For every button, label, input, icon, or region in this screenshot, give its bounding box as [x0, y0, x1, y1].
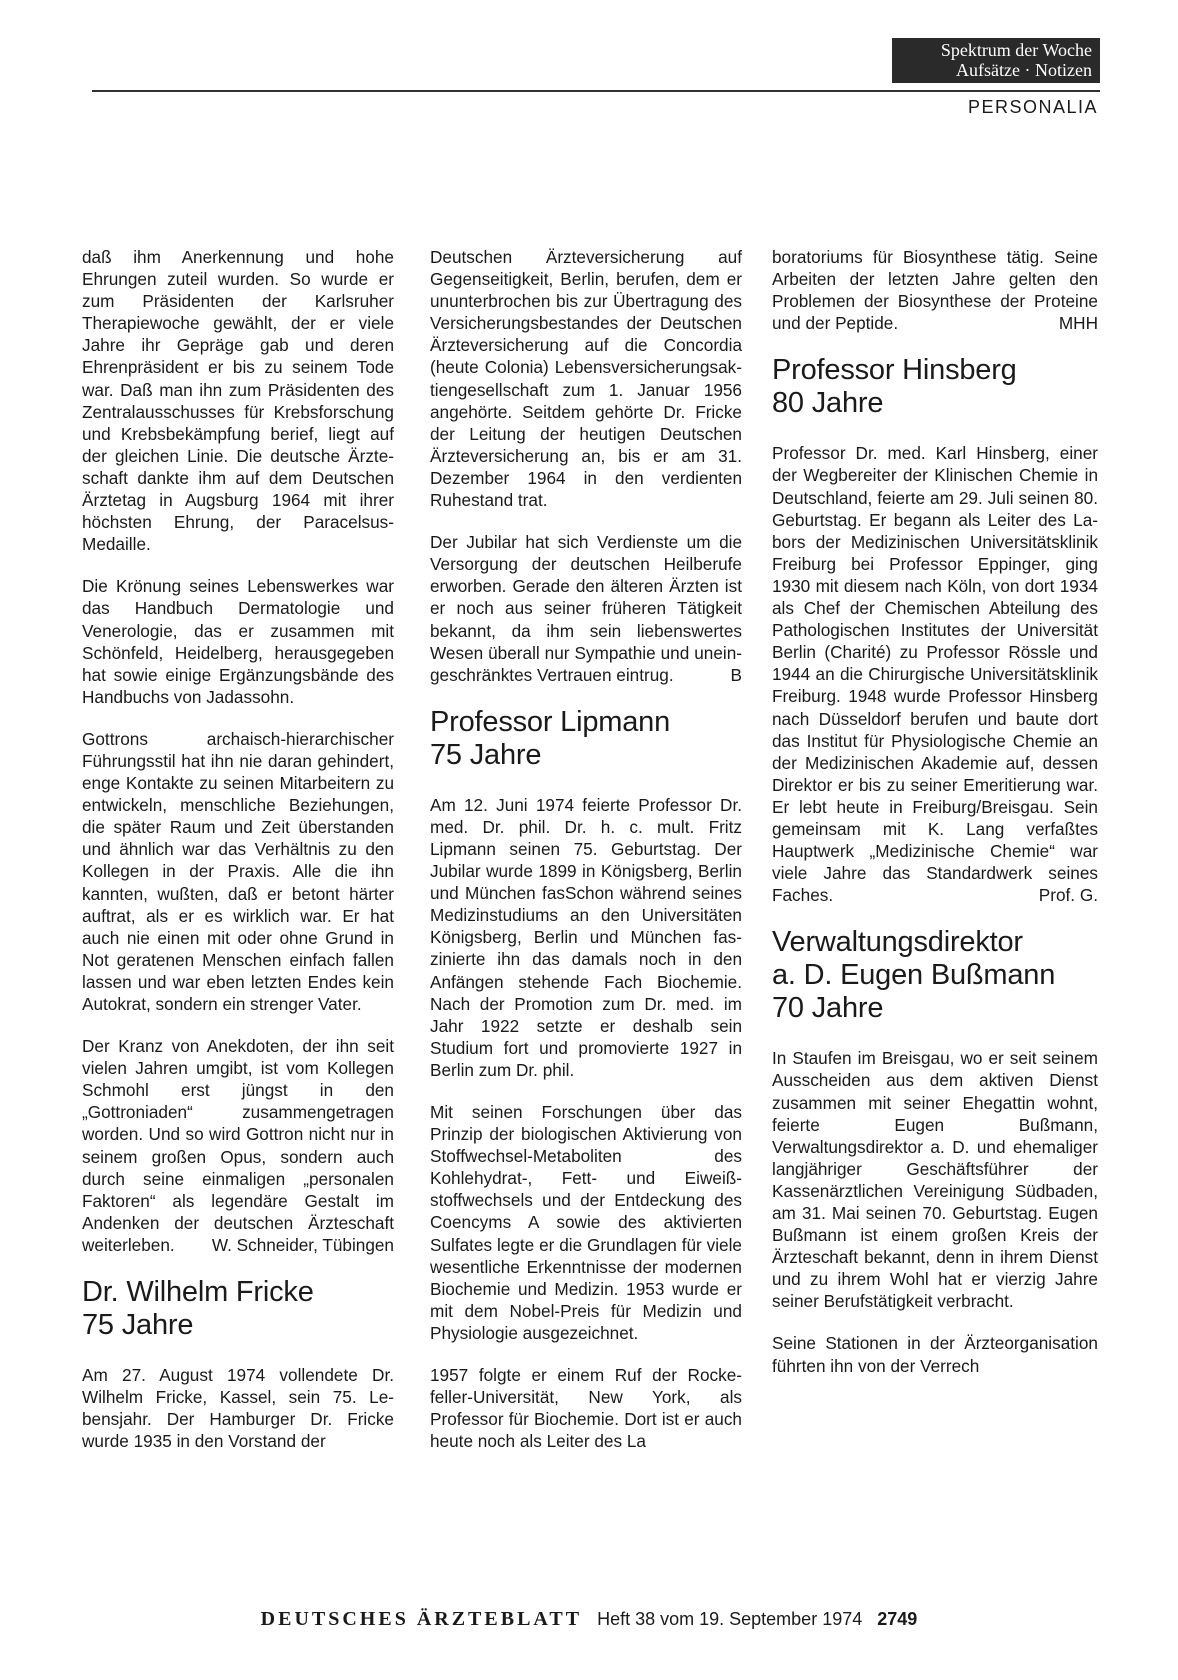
section-title: PERSONALIA	[967, 97, 1098, 117]
header-rule	[92, 90, 1100, 92]
section-badge	[892, 38, 1100, 83]
column-3	[772, 246, 1098, 1397]
paragraph: Am 27. August 1974 vollendete Dr. Wilhelm Fricke, Kassel, sein 75. Lebensjahr. Der Hamburger Dr. Fricke wurde 1935 in den Vorstand der	[82, 1365, 394, 1452]
paragraph: daß ihm Anerkennung und hohe Ehrungen zuteil wurden. So wurde er zum Präsidenten der Karlsruher Therapiewoche gewählt, der er viele Jahre ihr Gepräge gab und deren Ehrenpräsident er bis zu seinem Tode war. Daß man ihn zum Präsidenten des Zentralausschusses für Krebsforschung und Krebsbekämpfung berief, liegt auf der gleichen Linie. Die deutsche Ärzteschaft dankte ihm auf dem Deutschen Ärztetag in Augsburg 1964 mit ihrer höchsten Ehrung, der Paracelsus-Medaille.	[82, 247, 394, 555]
heading-line: a. D. Eugen Bußmann	[772, 959, 1056, 992]
heading-line: Professor Hinsberg	[772, 354, 1017, 387]
paragraph: Gottrons archaisch-hierarchischer Führungsstil hat ihn nie daran gehindert, enge Kontakte zu seinen Mitarbeitern zu entwickeln, menschliche Beziehungen, die später Raum und Zeit überstanden und ähnlich war das Verhältnis zu den Kollegen in der Praxis. Alle die ihn kannten, wußten, daß er betont härter auftrat, als er es wirklich war. Er hat auch nie einen mit oder ohne Grund in Not geratenen Menschen einfach fallen lassen und war eben letzten Endes kein Autokrat, sondern ein strenger Vater.	[82, 728, 394, 1014]
paragraph	[772, 442, 1098, 906]
article-heading-hinsberg	[772, 354, 1098, 420]
heading-line: Professor Lipmann	[430, 705, 670, 738]
page-footer	[0, 1608, 1178, 1631]
paragraph: Die Krönung seines Lebenswerkes war das Handbuch Dermatologie und Venerologie, das er zusammen mit Schönfeld, Heidelberg, herausgegeben hat sowie einige Ergänzungsbände des Handbuchs von Jadassohn.	[82, 576, 394, 707]
author-signature: B	[730, 664, 742, 685]
issue-info: Heft 38 vom 19. September 1974	[597, 1609, 863, 1629]
article-heading-lipmann	[430, 706, 742, 772]
author-signature: MHH	[1058, 313, 1098, 334]
badge-line-2: Aufsätze · Notizen	[956, 60, 1092, 80]
column-1	[82, 246, 394, 1472]
paragraph	[430, 531, 742, 686]
heading-line: 70 Jahre	[772, 992, 884, 1025]
paragraph: Am 12. Juni 1974 feierte Professor Dr. med. Dr. phil. Dr. h. c. mult. Fritz Lipmann seinen 75. Geburtstag. Der Jubilar wurde 1899 in Königsberg, Berlin und München fasSchon während seines Medizinstudiums an den Universitäten Königsberg, Berlin und München faszinierte ihn das damals noch in den Anfängen stehende Fach Biochemie. Nach der Promotion zum Dr. med. im Jahr 1922 setzte er deshalb sein Studium fort und promovierte 1927 in Berlin zum Dr. phil.	[430, 794, 742, 1080]
heading-line: Dr. Wilhelm Fricke	[82, 1276, 314, 1309]
heading-line: 75 Jahre	[430, 738, 542, 771]
paragraph	[772, 246, 1098, 334]
masthead: DEUTSCHES ÄRZTEBLATT	[260, 1608, 583, 1630]
paragraph-text: Der Kranz von Anekdoten, der ihn seit vielen Jahren umgibt, ist vom Kollegen Schmohl erst jüngst in den „Gottroniaden“ zusammengetragen worden. Und so wird Gottron nicht nur in seinem großen Opus, sondern auch durch seine einmaligen „personalen Faktoren“ als legendäre Gestalt im Andenken der deutschen Ärzteschaft weiterleben.	[82, 1036, 394, 1255]
paragraph: 1957 folgte er einem Ruf der Rockefeller-Universität, New York, als Professor für Biochemie. Dort ist er auch heute noch als Leiter des La	[430, 1365, 742, 1452]
badge-line-1: Spektrum der Woche	[940, 40, 1092, 60]
paragraph: Mit seinen Forschungen über das Prinzip der biologischen Aktivierung von Stoffwechsel-Metaboliten des Kohlehydrat-, Fett- und Eiweißstoffwechsels und der Entdeckung des Coencyms A sowie des aktivierten Sulfates legte er die Grundlagen für viele wesentliche Erkenntnisse der modernen Biochemie und Medizin. 1953 wurde er mit dem Nobel-Preis für Medizin und Physiologie ausgezeichnet.	[430, 1102, 742, 1343]
author-signature: W. Schneider, Tübingen	[211, 1234, 394, 1255]
article-heading-fricke	[82, 1276, 394, 1342]
paragraph: Deutschen Ärzteversicherung auf Gegenseitigkeit, Berlin, berufen, dem er ununterbrochen bis zur Übertragung des Versicherungsbestandes der Deutschen Ärzteversicherung auf die Concordia (heute Colonia) Lebensversicherungsaktiengesellschaft zum 1. Januar 1956 angehörte. Seitdem gehörte Dr. Fricke der Leitung der heutigen Deutschen Ärzteversicherung an, bis er am 31. Dezember 1964 in den verdienten Ruhestand trat.	[430, 247, 742, 511]
paragraph: Seine Stationen in der Ärzteorganisation führten ihn von der Verrech	[772, 1333, 1098, 1376]
article-heading-bussmann	[772, 926, 1098, 1025]
paragraph: In Staufen im Breisgau, wo er seit seinem Ausscheiden aus dem aktiven Dienst zusammen mit seiner Ehegattin wohnt, feierte Eugen Bußmann, Verwaltungsdirektor a. D. und ehemaliger langjähriger Geschäftsführer der Kassenärztlichen Vereinigung Südbaden, am 31. Mai seinen 70. Geburtstag. Eugen Bußmann ist einem großen Kreis der Ärzteschaft bekannt, denn in ihrem Dienst und zu ihrem Wohl hat er vierzig Jahre seiner Berufstätigkeit verbracht.	[772, 1048, 1098, 1312]
paragraph-text: Der Jubilar hat sich Verdienste um die Versorgung der deutschen Heilberufe erworben. Gerade den älteren Ärzten ist er noch aus seiner früheren Tätigkeit bekannt, da ihm sein liebenswertes Wesen überall nur Sympathie und uneingeschränktes Vertrauen eintrug.	[430, 532, 742, 685]
paragraph-text: Professor Dr. med. Karl Hinsberg, einer der Wegbereiter der Klinischen Chemie in Deutschland, feierte am 29. Juli seinen 80. Geburtstag. Er begann als Leiter des Labors der Medizinischen Universitätsklinik Freiburg bei Professor Eppinger, ging 1930 mit diesem nach Köln, von dort 1934 als Chef der Chemischen Abteilung des Pathologischen Institutes der Universität Berlin (Charité) zu Professor Rössle und 1944 an die Chirurgische Universitätsklinik Freiburg. 1948 wurde Professor Hinsberg nach Düsseldorf berufen und baute dort das Institut für Physiologische Chemie an der Medizinischen Akademie auf, dessen Direktor er bis zu seiner Emeritierung war. Er lebt heute in Freiburg/Breisgau. Sein gemeinsam mit K. Lang verfaßtes Hauptwerk „Medizinische Chemie“ war viele Jahre das Standardwerk seines Faches.	[772, 443, 1098, 906]
page-number: 2749	[877, 1609, 918, 1629]
heading-line: 75 Jahre	[82, 1309, 194, 1342]
author-signature: Prof. G.	[1038, 885, 1098, 906]
heading-line: Verwaltungsdirektor	[772, 926, 1023, 959]
paragraph-text: boratoriums für Biosynthese tätig. Seine Arbeiten der letzten Jahre gelten den Problemen der Biosynthese der Proteine und der Peptide.	[772, 247, 1098, 334]
column-2	[430, 246, 742, 1472]
paragraph	[82, 1035, 394, 1256]
heading-line: 80 Jahre	[772, 387, 884, 420]
